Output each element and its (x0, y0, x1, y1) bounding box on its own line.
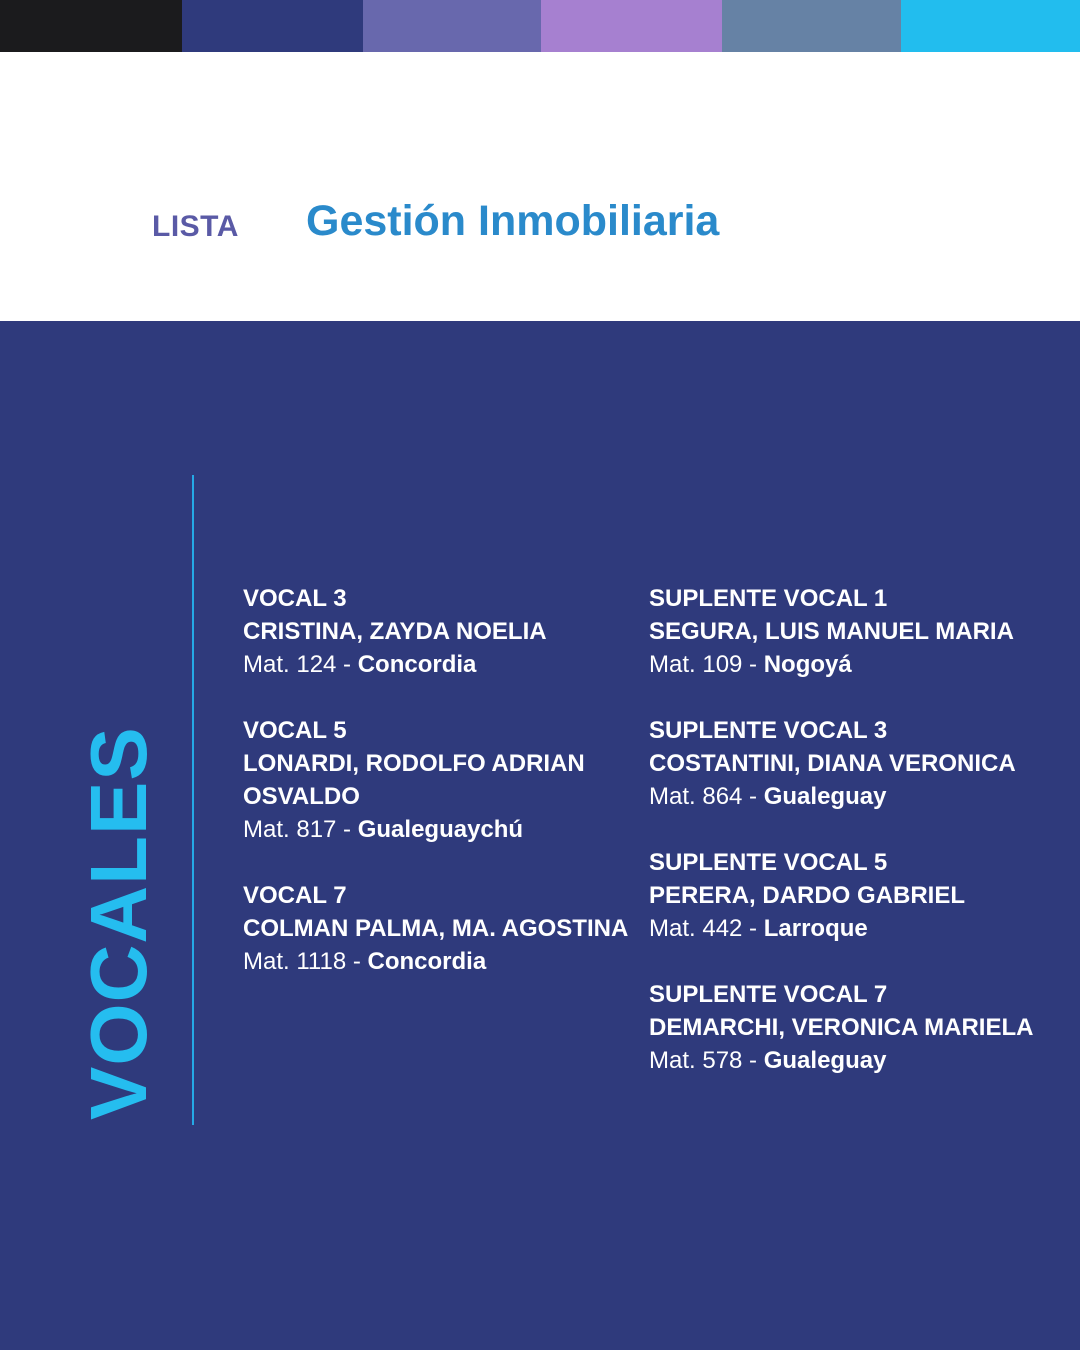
candidate-city: Gualeguay (763, 1047, 887, 1074)
candidate-role: SUPLENTE VOCAL 3 (649, 717, 888, 744)
candidate-entry (649, 978, 1069, 1077)
section-title: VOCALES (74, 726, 163, 1120)
lista-label: LISTA (152, 210, 239, 243)
color-strip (0, 0, 1080, 52)
candidate-city: Nogoyá (763, 651, 852, 678)
color-strip-segment (901, 0, 1080, 52)
candidate-role: SUPLENTE VOCAL 7 (649, 981, 888, 1008)
candidate-entry (649, 846, 1069, 945)
candidate-name: COSTANTINI, DIANA VERONICA (649, 750, 1016, 777)
list-name: Gestión Inmobiliaria (306, 197, 720, 245)
candidate-entry (649, 714, 1069, 813)
candidate-registration: Mat. 864 - (649, 783, 764, 810)
candidate-registration: Mat. 124 - (243, 651, 358, 678)
candidate-entry (243, 714, 643, 846)
candidate-city: Concordia (357, 651, 477, 678)
color-strip-segment (541, 0, 722, 52)
candidate-city: Gualeguaychú (357, 816, 524, 843)
color-strip-segment (182, 0, 363, 52)
candidate-registration: Mat. 109 - (649, 651, 764, 678)
candidate-name: LONARDI, RODOLFO ADRIAN OSVALDO (243, 750, 585, 810)
candidate-role: SUPLENTE VOCAL 1 (649, 585, 888, 612)
candidate-registration: Mat. 817 - (243, 816, 358, 843)
right-column (649, 582, 1069, 1110)
candidate-role: VOCAL 5 (243, 717, 347, 744)
candidate-name: COLMAN PALMA, MA. AGOSTINA (243, 915, 629, 942)
candidate-name: SEGURA, LUIS MANUEL MARIA (649, 618, 1014, 645)
color-strip-segment (363, 0, 541, 52)
candidate-city: Concordia (367, 948, 487, 975)
candidate-registration: Mat. 442 - (649, 915, 764, 942)
header (0, 52, 1080, 321)
candidate-entry (649, 582, 1069, 681)
candidate-registration: Mat. 578 - (649, 1047, 764, 1074)
candidate-registration: Mat. 1118 - (243, 948, 368, 975)
color-strip-segment (722, 0, 901, 52)
candidate-name: DEMARCHI, VERONICA MARIELA (649, 1014, 1034, 1041)
candidate-name: CRISTINA, ZAYDA NOELIA (243, 618, 547, 645)
candidate-city: Larroque (763, 915, 868, 942)
candidate-role: VOCAL 7 (243, 882, 347, 909)
vertical-divider (192, 475, 194, 1125)
candidate-city: Gualeguay (763, 783, 887, 810)
candidate-name: PERERA, DARDO GABRIEL (649, 882, 966, 909)
candidate-entry (243, 879, 643, 978)
candidate-entry (243, 582, 643, 681)
left-column (243, 582, 643, 1011)
candidate-role: SUPLENTE VOCAL 5 (649, 849, 888, 876)
candidate-role: VOCAL 3 (243, 585, 347, 612)
color-strip-segment (0, 0, 182, 52)
